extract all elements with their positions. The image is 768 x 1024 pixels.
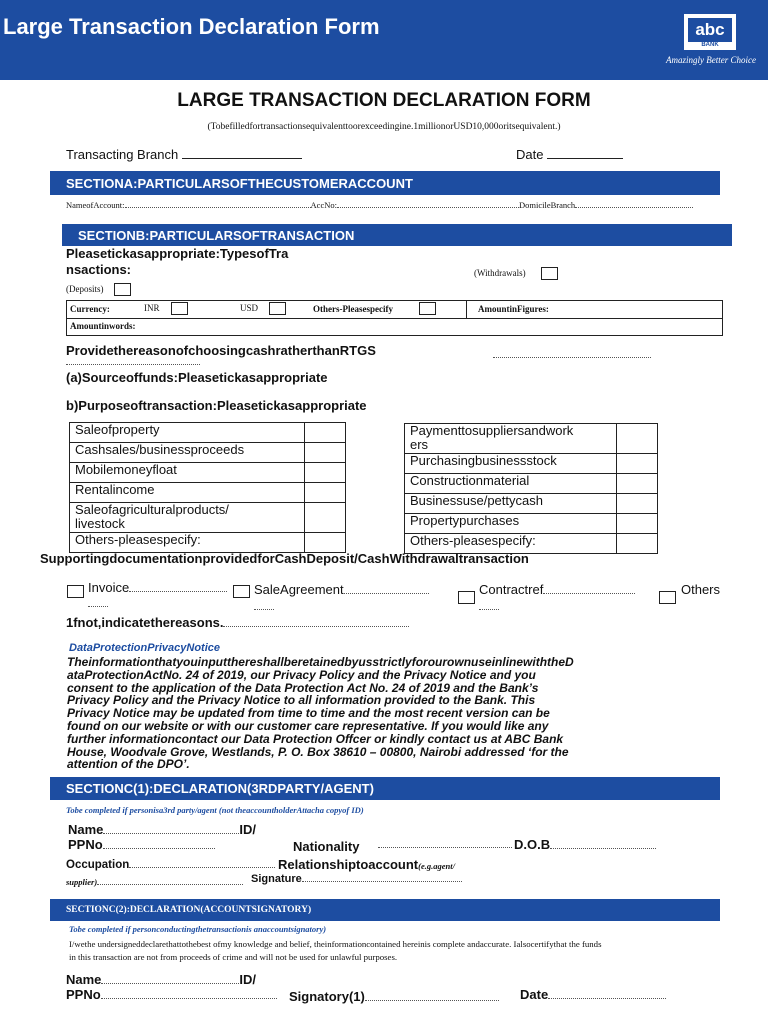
supporting-label: SupportingdocumentationprovidedforCashDeposit/CashWithdrawaltransaction bbox=[40, 551, 529, 566]
sale-sub bbox=[254, 597, 274, 615]
privacy-line: Privacy Notice may be updated from time to time and the most recent version can be bbox=[67, 706, 550, 721]
c1-occupation: Occupation bbox=[66, 859, 275, 871]
c2-signatory: Signatory(1) bbox=[289, 989, 499, 1004]
c2-ppno: PPNo bbox=[66, 987, 277, 1002]
purpose-item-checkbox[interactable] bbox=[305, 443, 346, 463]
branch-field[interactable] bbox=[182, 158, 302, 159]
purpose-label: b)Purposeoftransaction:Pleasetickasappropriate bbox=[66, 398, 367, 413]
c1-signature-field[interactable] bbox=[302, 881, 462, 882]
privacy-line: TheinformationthatyouinputthereshallberetainedbyusstrictlyforourownuseinlinewiththeD bbox=[67, 655, 574, 669]
logo-mark: abc bbox=[688, 18, 732, 42]
c1-relationship: Relationshiptoaccount(e.g.agent/ bbox=[278, 857, 455, 872]
section-b-header: SECTIONB:PARTICULARSOFTRANSACTION bbox=[62, 224, 732, 246]
purpose-item-checkbox[interactable] bbox=[617, 424, 658, 454]
purpose-item-label: Paymenttosuppliersandwork ers bbox=[405, 424, 617, 454]
purpose-row bbox=[70, 483, 346, 503]
purpose-table-left bbox=[69, 422, 346, 553]
bank-logo bbox=[684, 14, 736, 50]
purpose-row bbox=[70, 443, 346, 463]
purpose-item-label: Others-pleasespecify: bbox=[405, 534, 617, 554]
privacy-title: DataProtectionPrivacyNotice bbox=[69, 642, 220, 654]
others-currency-checkbox[interactable] bbox=[419, 302, 436, 315]
purpose-item-checkbox[interactable] bbox=[305, 503, 346, 533]
ifnot-label: 1fnot,indicatethereasons. bbox=[66, 615, 409, 630]
reason-label: ProvidethereasonofchoosingcashratherthanRTGS bbox=[66, 343, 376, 358]
c2-note: Tobe completed if personconductingthetransactionis anaccountsignatory) bbox=[69, 924, 327, 934]
section-c1-header: SECTIONC(1):DECLARATION(3RDPARTY/AGENT) bbox=[50, 777, 720, 800]
privacy-text bbox=[67, 656, 727, 771]
withdrawals-label: (Withdrawals) bbox=[474, 268, 526, 278]
privacy-line: ataProtectionActNo. 24 of 2019, our Privacy Policy and the Privacy Notice and you bbox=[67, 667, 536, 682]
purpose-item-label: Saleofagriculturalproducts/ livestock bbox=[70, 503, 305, 533]
purpose-item-label: Saleofproperty bbox=[70, 423, 305, 443]
usd-label: USD bbox=[240, 303, 259, 313]
c2-date: Date bbox=[520, 987, 666, 1002]
c2-date-field[interactable] bbox=[548, 998, 666, 999]
form-title: LARGE TRANSACTION DECLARATION FORM bbox=[177, 90, 591, 111]
c1-note: Tobe completed if personisa3rd party/agent (not theaccountholderAttacha copyof ID) bbox=[66, 805, 364, 815]
purpose-item-label: Others-pleasespecify: bbox=[70, 533, 305, 553]
section-a-header: SECTIONA:PARTICULARSOFTHECUSTOMERACCOUNT bbox=[50, 171, 720, 195]
privacy-line: further informationcontact our Data Protection Offcer or kindly contact us at ABC Bank bbox=[67, 731, 564, 746]
purpose-item-label: Rentalincome bbox=[70, 483, 305, 503]
inr-checkbox[interactable] bbox=[171, 302, 188, 315]
privacy-line: consent to the application of the Data Protection Act No. 24 of 2019 and the Bank’s bbox=[67, 680, 539, 695]
branch-label: Transacting Branch bbox=[66, 147, 302, 162]
purpose-item-checkbox[interactable] bbox=[617, 514, 658, 534]
c1-name: Name ID/ bbox=[68, 822, 257, 837]
sale-agreement-label: SaleAgreement bbox=[254, 582, 429, 597]
purpose-item-label: Purchasingbusinessstock bbox=[405, 454, 617, 474]
c2-ppno-field[interactable] bbox=[101, 998, 277, 999]
others-currency-label: Others-Pleasespecify bbox=[313, 304, 393, 314]
header-bar bbox=[0, 0, 768, 80]
privacy-line: Privacy Policy and the Privacy Notice to all information provided to the Bank. This bbox=[67, 693, 536, 708]
c2-name-field[interactable] bbox=[101, 983, 239, 984]
reason-field[interactable] bbox=[493, 345, 651, 363]
c1-ppno: PPNo bbox=[68, 837, 215, 852]
privacy-line: attention of the DPO’. bbox=[67, 757, 190, 772]
c1-name-field[interactable] bbox=[103, 833, 239, 834]
purpose-row bbox=[405, 454, 658, 474]
purpose-row bbox=[405, 514, 658, 534]
amount-divider bbox=[466, 300, 467, 318]
purpose-item-checkbox[interactable] bbox=[617, 534, 658, 554]
contract-sub bbox=[479, 597, 499, 615]
currency-box bbox=[66, 300, 723, 336]
source-label: (a)Sourceoffunds:Pleasetickasappropriate bbox=[66, 370, 328, 385]
c1-signature: Signature bbox=[251, 873, 462, 885]
c2-signatory-field[interactable] bbox=[365, 1000, 499, 1001]
others-doc-label: Others bbox=[681, 582, 721, 597]
inr-label: INR bbox=[144, 303, 160, 313]
purpose-row bbox=[70, 423, 346, 443]
contract-label: Contractref bbox=[479, 582, 635, 597]
c1-dob: D.O.B bbox=[514, 837, 656, 852]
purpose-item-checkbox[interactable] bbox=[617, 494, 658, 514]
purpose-item-label: Businessuse/pettycash bbox=[405, 494, 617, 514]
currency-label: Currency: bbox=[70, 304, 110, 314]
others-doc-checkbox[interactable] bbox=[659, 591, 676, 604]
purpose-row bbox=[405, 424, 658, 454]
section-a-fields: NameofAccount: AccNo: DomicileBranch bbox=[66, 200, 693, 210]
c1-nationality: Nationality bbox=[293, 839, 360, 854]
purpose-row bbox=[70, 533, 346, 553]
privacy-line: found on our website or with our customer care representative. If you would like any bbox=[67, 718, 549, 733]
withdrawals-checkbox[interactable] bbox=[541, 267, 558, 280]
purpose-item-label: Constructionmaterial bbox=[405, 474, 617, 494]
form-subtitle: (Tobefilledfortransactionsequivalenttoorexceedingine.1millionorUSD10,000oritsequivalent.) bbox=[207, 122, 561, 132]
c1-dob-field[interactable] bbox=[550, 848, 656, 849]
c2-decl-1: I/wethe undersigneddeclarethattothebest ofmy knowledge and belief, theinformationcontained hereinis complete andaccurate. Ialsocertifythat the funds bbox=[69, 939, 602, 949]
c2-decl-2: in this transaction are not from proceeds of crime and will not be used for unlawful purposes. bbox=[69, 952, 398, 962]
purpose-row bbox=[70, 463, 346, 483]
purpose-row bbox=[405, 494, 658, 514]
purpose-table-right bbox=[404, 423, 658, 554]
section-c2-header: SECTIONC(2):DECLARATION(ACCOUNTSIGNATORY) bbox=[50, 899, 720, 921]
logo-bank: BANK bbox=[701, 42, 719, 48]
purpose-item-checkbox[interactable] bbox=[617, 474, 658, 494]
privacy-line: House, Woodvale Grove, Westlands, P. O. Box 38610 – 00800, Nairobi addressed ‘for the bbox=[67, 744, 569, 759]
acc-no-field[interactable] bbox=[337, 207, 519, 208]
purpose-item-checkbox[interactable] bbox=[305, 463, 346, 483]
invoice-label: Invoice bbox=[88, 580, 227, 595]
sale-agreement-checkbox[interactable] bbox=[233, 585, 250, 598]
purpose-item-label: Mobilemoneyfloat bbox=[70, 463, 305, 483]
usd-checkbox[interactable] bbox=[269, 302, 286, 315]
deposits-label: (Deposits) bbox=[66, 284, 104, 294]
reason-underline bbox=[66, 352, 200, 370]
c1-nationality-field[interactable] bbox=[378, 835, 512, 853]
invoice-checkbox[interactable] bbox=[67, 585, 84, 598]
deposits-checkbox[interactable] bbox=[114, 283, 131, 296]
c2-name: Name ID/ bbox=[66, 972, 257, 987]
tick-types-line2: nsactions: bbox=[66, 262, 132, 277]
account-name-field[interactable] bbox=[125, 207, 311, 208]
currency-divider bbox=[67, 318, 722, 319]
contract-checkbox[interactable] bbox=[458, 591, 475, 604]
purpose-row bbox=[70, 503, 346, 533]
c1-occupation-field[interactable] bbox=[129, 867, 275, 868]
domicile-field[interactable] bbox=[575, 207, 693, 208]
purpose-item-checkbox[interactable] bbox=[305, 533, 346, 553]
amount-words-label: Amountinwords: bbox=[70, 321, 136, 331]
tagline: Amazingly Better Choice bbox=[666, 55, 756, 65]
purpose-item-label: Cashsales/businessproceeds bbox=[70, 443, 305, 463]
purpose-item-checkbox[interactable] bbox=[617, 454, 658, 474]
date-label: Date bbox=[516, 147, 623, 162]
purpose-item-checkbox[interactable] bbox=[305, 483, 346, 503]
purpose-row bbox=[405, 474, 658, 494]
purpose-item-checkbox[interactable] bbox=[305, 423, 346, 443]
tick-types-line1: Pleasetickasappropriate:TypesofTra bbox=[66, 246, 289, 261]
c1-supplier: supplier) bbox=[66, 877, 243, 887]
date-field[interactable] bbox=[547, 158, 623, 159]
amount-figures-label: AmountinFigures: bbox=[478, 304, 549, 314]
invoice-sub bbox=[88, 594, 108, 612]
header-title: Large Transaction Declaration Form bbox=[3, 14, 380, 39]
purpose-item-label: Propertypurchases bbox=[405, 514, 617, 534]
c1-ppno-field[interactable] bbox=[103, 848, 215, 849]
